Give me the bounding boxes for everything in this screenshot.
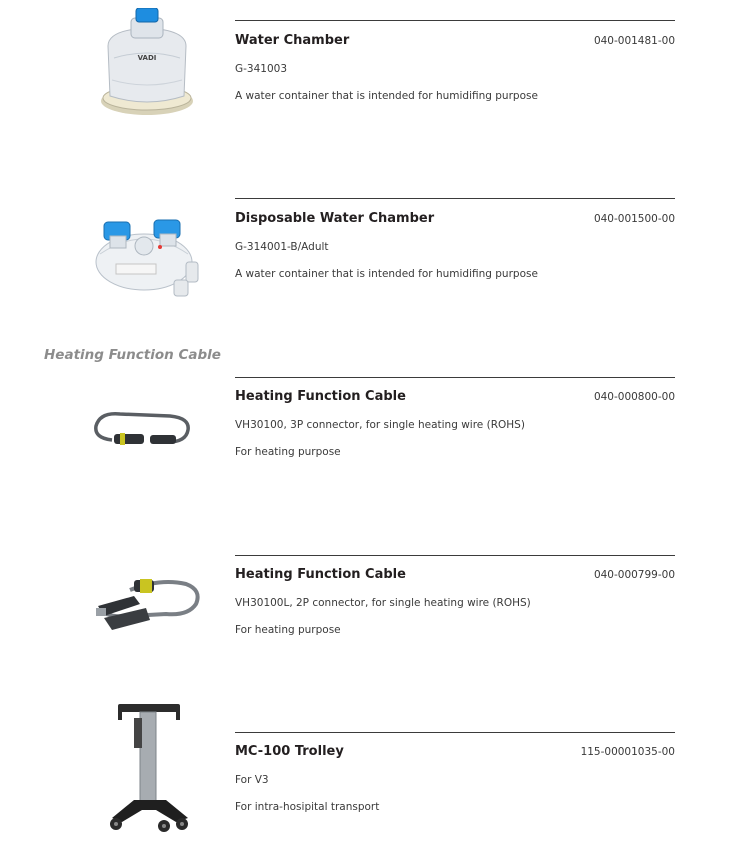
product-code: 040-000799-00 [593,569,675,581]
water-chamber-image [96,8,198,126]
product-model: For V3 [235,774,269,786]
product-model: VH30100, 3P connector, for single heating wire (ROHS) [235,419,525,431]
product-title: MC-100 Trolley [235,744,344,759]
section-heading: Heating Function Cable [44,347,221,363]
product-code: 040-001500-00 [593,213,675,225]
product-description: For heating purpose [235,446,341,458]
product-title: Heating Function Cable [235,389,406,404]
product-model: G-341003 [235,63,288,75]
product-model: VH30100L, 2P connector, for single heating wire (ROHS) [235,597,531,609]
product-title: Water Chamber [235,33,350,48]
product-title: Heating Function Cable [235,567,406,582]
trolley-image [104,696,194,836]
product-description: For intra-hosipital transport [235,801,380,813]
product-code: 040-001481-00 [593,35,675,47]
product-description: A water container that is intended for humidifing purpose [235,90,538,102]
product-description: For heating purpose [235,624,341,636]
brand-label: VADI [137,54,157,62]
disposable-water-chamber-image [90,204,202,300]
heating-cable-image [90,404,198,454]
product-code: 115-00001035-00 [580,746,675,758]
product-model: G-314001-B/Adult [235,241,329,253]
product-code: 040-000800-00 [593,391,675,403]
product-description: A water container that is intended for humidifing purpose [235,268,538,280]
product-title: Disposable Water Chamber [235,211,435,226]
heating-cable-image [90,570,202,640]
